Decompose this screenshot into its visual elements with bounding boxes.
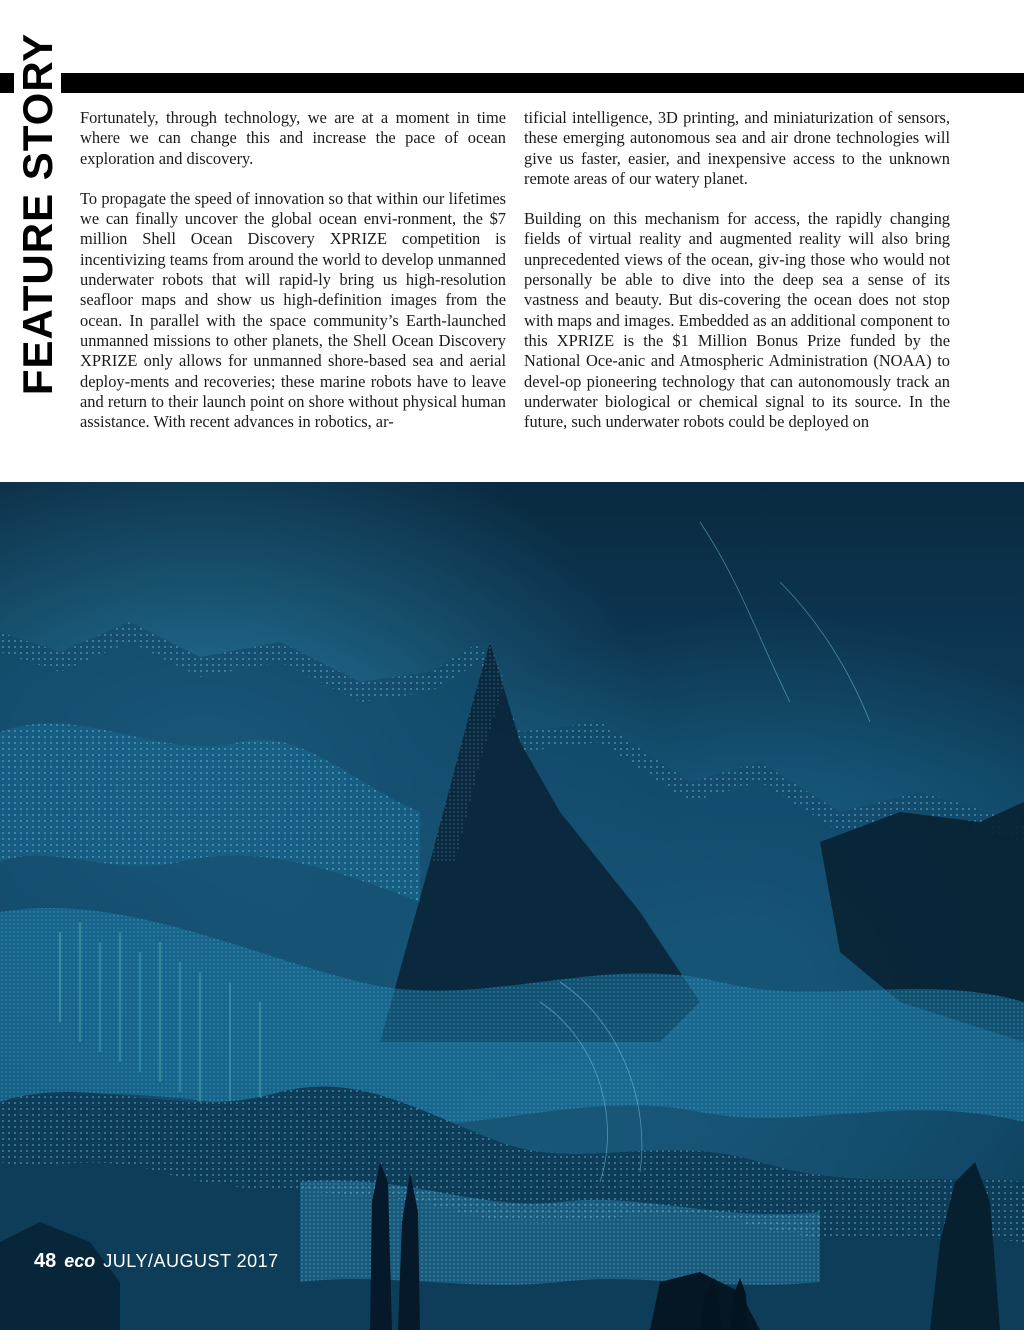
header-rule xyxy=(0,73,1024,93)
paragraph: To propagate the speed of innovation so that within our lifetimes we can finally uncover the global ocean envi-ronment, the $7 million Shell Ocean Discovery XPRIZE competition is incentivizing teams from around the world to develop unmanned underwater robots that will rapid-ly bring us high-resolution seafloor maps and show us high-definition images from the ocean. In parallel with the space community’s Earth-launched unmanned missions to other planets, the Shell Ocean Discovery XPRIZE only allows for unmanned shore-based sea and aerial deploy-ments and recoveries; these marine robots have to leave and return to their launch point on shore without physical human assistance. With recent advances in robotics, ar- xyxy=(80,188,506,432)
magazine-name: eco xyxy=(64,1251,96,1271)
section-label: FEATURE STORY xyxy=(17,29,59,399)
article-column-left xyxy=(80,108,506,432)
page-number: 48 xyxy=(34,1250,57,1272)
paragraph: Building on this mechanism for access, the rapidly changing fields of virtual reality and augmented reality will also bring unprecedented views of the ocean, giv-ing those who would not personally be able to dive into the deep sea a sense of its vastness and beauty. But dis-covering the ocean does not stop with maps and images. Embedded as an additional component to this XPRIZE is the $1 Million Bonus Prize funded by the National Oce-anic and Atmospheric Administration (NOAA) to devel-op pioneering technology that can autonomously track an underwater biological or chemical signal to its source. In the future, such underwater robots could be deployed on xyxy=(524,209,950,432)
article-column-right xyxy=(524,108,950,432)
page-footer xyxy=(34,1250,279,1273)
paragraph: Fortunately, through technology, we are at a moment in time where we can change this and increase the pace of ocean exploration and discovery. xyxy=(80,108,506,168)
paragraph: tificial intelligence, 3D printing, and miniaturization of sensors, these emerging autonomous sea and air drone technologies will give us faster, easier, and inexpensive access to the unknown remote areas of our watery planet. xyxy=(524,108,950,188)
section-label-container xyxy=(0,32,76,396)
seafloor-graphic xyxy=(0,482,1024,1330)
seafloor-illustration xyxy=(0,482,1024,1330)
issue-date: JULY/AUGUST 2017 xyxy=(103,1251,279,1271)
